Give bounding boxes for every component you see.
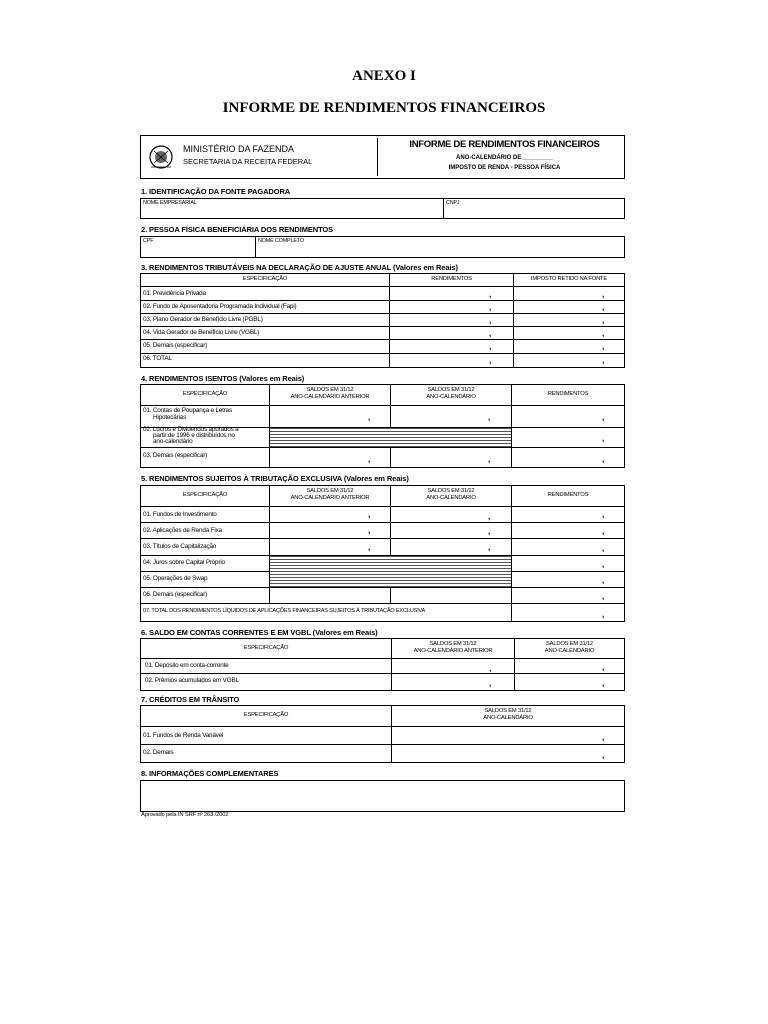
- comma-placeholder: ,: [489, 303, 492, 312]
- comma-placeholder: ,: [602, 434, 605, 443]
- comma-placeholder: ,: [602, 576, 605, 585]
- cpf-label: CPF: [143, 238, 154, 244]
- table-row: 01. Contas de Poupança e Letras Hipotecárias: [143, 407, 233, 421]
- exclusive-taxation-table: [140, 485, 625, 622]
- table-row: 02. Prêmios acumulados em VGBL: [145, 677, 239, 684]
- rule-line: [141, 658, 624, 659]
- comma-placeholder: ,: [602, 413, 605, 422]
- comma-placeholder: ,: [368, 510, 371, 519]
- cur-balance-header: SALDOS EM 31/12 ANO-CALENDÁRIO: [426, 488, 476, 501]
- table-row: 05. Operações de Swap: [143, 575, 208, 582]
- comma-placeholder: ,: [602, 560, 605, 569]
- rule-line: [141, 744, 624, 745]
- spec-header: ESPECIFICAÇÃO: [243, 712, 289, 718]
- cur-balance-header: SALDOS EM 31/12 ANO-CALENDÁRIO: [426, 387, 476, 400]
- complementary-info-box[interactable]: [140, 780, 625, 812]
- company-name-label: NOME EMPRESARIAL: [143, 200, 197, 206]
- prev-balance-header: SALDOS EM 31/12 ANO-CALENDÁRIO ANTERIOR: [290, 488, 370, 501]
- rule-line: [141, 603, 624, 604]
- table-row: 03. Plano Gerador de Benefício Livre (PGBL): [143, 316, 263, 323]
- comma-placeholder: ,: [368, 455, 371, 464]
- form-header: [140, 135, 625, 179]
- prev-balance-header: SALDOS EM 31/12 ANO-CALENDÁRIO ANTERIOR: [290, 387, 370, 400]
- cnpj-label: CNPJ: [446, 200, 460, 206]
- comma-placeholder: ,: [602, 663, 605, 672]
- comma-placeholder: ,: [602, 610, 605, 619]
- comma-placeholder: ,: [489, 356, 492, 365]
- rule-line: [141, 300, 624, 301]
- section-5-title: 5. RENDIMENTOS SUJEITOS À TRIBUTAÇÃO EXCLUSIVA (Valores em Reais): [141, 474, 409, 483]
- section-6-title: 6. SALDO EM CONTAS CORRENTES E EM VGBL (Valores em Reais): [141, 628, 378, 637]
- rule-line: [141, 447, 624, 448]
- credits-in-transit-table: [140, 705, 625, 763]
- comma-placeholder: ,: [368, 543, 371, 552]
- comma-placeholder: ,: [602, 527, 605, 536]
- comma-placeholder: ,: [602, 679, 605, 688]
- rule-line: [141, 726, 624, 727]
- section-1-title: 1. IDENTIFICAÇÃO DA FONTE PAGADORA: [141, 187, 291, 196]
- rule-line: [141, 339, 624, 340]
- full-name-label: NOME COMPLETO: [258, 238, 304, 244]
- exempt-income-table: [140, 384, 625, 468]
- tax-line: IMPOSTO DE RENDA - PESSOA FÍSICA: [448, 165, 561, 171]
- beneficiary-identification: [140, 236, 625, 258]
- comma-placeholder: ,: [489, 329, 492, 338]
- comma-placeholder: ,: [602, 356, 605, 365]
- calendar-year-line: ANO-CALENDÁRIO DE _________: [455, 155, 554, 161]
- rule-line: [141, 587, 624, 588]
- rule-line: [141, 538, 624, 539]
- comma-placeholder: ,: [489, 290, 492, 299]
- rule-line: [443, 199, 444, 218]
- spec-header: ESPECIFICAÇÃO: [182, 391, 228, 397]
- spec-header: ESPECIFICAÇÃO: [242, 276, 288, 282]
- comma-placeholder: ,: [602, 733, 605, 742]
- rule-line: [141, 405, 624, 406]
- hatched-cell: [270, 556, 511, 587]
- coat-of-arms-icon: [148, 143, 174, 171]
- section-7-title: 7. CRÉDITOS EM TRÂNSITO: [141, 695, 240, 704]
- table-row: 01. Fundos de Renda Variável: [143, 732, 224, 739]
- comma-placeholder: ,: [602, 592, 605, 601]
- table-row: 03. Títulos de Capitalização: [143, 543, 217, 550]
- section-4-title: 4. RENDIMENTOS ISENTOS (Valores em Reais): [141, 374, 305, 383]
- comma-placeholder: ,: [489, 316, 492, 325]
- table-row: 01. Depósito em conta-corrente: [145, 662, 229, 669]
- table-row: 02. Aplicações de Renda Fixa: [143, 527, 222, 534]
- rule-line: [377, 138, 378, 176]
- payer-identification: [140, 198, 625, 219]
- comma-placeholder: ,: [488, 512, 491, 521]
- rule-line: [141, 522, 624, 523]
- spec-header: ESPECIFICAÇÃO: [182, 492, 228, 498]
- table-row: 02. Fundo de Aposentadoria Programada Individual (Fapi): [143, 303, 297, 310]
- prev-balance-header: SALDOS EM 31/12 ANO-CALENDÁRIO ANTERIOR: [413, 641, 493, 654]
- taxable-income-table: [140, 273, 625, 368]
- rule-line: [141, 326, 624, 327]
- spec-header: ESPECIFICAÇÃO: [243, 645, 289, 651]
- table-row: 05. Demais (especificar): [143, 342, 208, 349]
- secretariat-name: SECRETARIA DA RECEITA FEDERAL: [183, 157, 313, 166]
- table-row: 01. Previdência Privada: [143, 290, 206, 297]
- rule-line: [141, 286, 624, 287]
- table-row: 01. Fundos de Investimento: [143, 511, 217, 518]
- cur-balance-header: SALDOS EM 31/12 ANO-CALENDÁRIO: [483, 708, 533, 721]
- rule-line: [141, 313, 624, 314]
- comma-placeholder: ,: [489, 664, 492, 673]
- table-row: 02. Demais: [143, 749, 174, 756]
- table-row: 06. TOTAL: [143, 355, 172, 362]
- main-title: INFORME DE RENDIMENTOS FINANCEIROS: [222, 100, 546, 116]
- rule-line: [141, 353, 624, 354]
- rule-line: [141, 506, 624, 507]
- comma-placeholder: ,: [602, 455, 605, 464]
- comma-placeholder: ,: [489, 679, 492, 688]
- withheld-tax-header: IMPOSTO RETIDO NA FONTE: [530, 276, 608, 282]
- table-row: 02. Lucros e Dividendos apurados a partir de 1996 e distribuídos no ano-calendário: [143, 426, 239, 445]
- comma-placeholder: ,: [368, 413, 371, 422]
- table-row: 03. Demais (especificar): [143, 452, 208, 459]
- comma-placeholder: ,: [368, 526, 371, 535]
- account-balance-table: [140, 638, 625, 691]
- comma-placeholder: ,: [602, 303, 605, 312]
- table-row: 06. Demais (especificar): [143, 591, 208, 598]
- comma-placeholder: ,: [488, 413, 491, 422]
- comma-placeholder: ,: [602, 342, 605, 351]
- section-2-title: 2. PESSOA FÍSICA BENEFICIÁRIA DOS RENDIMENTOS: [141, 225, 334, 234]
- comma-placeholder: ,: [602, 329, 605, 338]
- income-header: RENDIMENTOS: [431, 276, 472, 282]
- comma-placeholder: ,: [602, 510, 605, 519]
- ministry-name: MINISTÉRIO DA FAZENDA: [183, 144, 295, 154]
- comma-placeholder: ,: [602, 751, 605, 760]
- hatched-cell: [270, 428, 511, 447]
- table-row: 04. Juros sobre Capital Próprio: [143, 559, 225, 566]
- section-8-title: 8. INFORMAÇÕES COMPLEMENTARES: [141, 769, 279, 778]
- comma-placeholder: ,: [488, 455, 491, 464]
- total-row: 07. TOTAL DOS RENDIMENTOS LÍQUIDOS DE APLICAÇÕES FINANCEIRAS SUJEITOS À TRIBUTAÇÃO EXCLUSIVA: [143, 608, 426, 614]
- comma-placeholder: ,: [602, 290, 605, 299]
- form-title: INFORME DE RENDIMENTOS FINANCEIROS: [409, 139, 600, 150]
- section-3-title: 3. RENDIMENTOS TRIBUTÁVEIS NA DECLARAÇÃO DE AJUSTE ANUAL (Valores em Reais): [141, 263, 458, 272]
- income-header: RENDIMENTOS: [547, 391, 589, 397]
- rule-line: [141, 673, 624, 674]
- annex-title: ANEXO I: [352, 68, 416, 84]
- rule-line: [255, 237, 256, 257]
- comma-placeholder: ,: [488, 527, 491, 536]
- income-header: RENDIMENTOS: [547, 492, 589, 498]
- table-row: 04. Vida Gerador de Benefício Livre (VGBL): [143, 329, 260, 336]
- comma-placeholder: ,: [602, 316, 605, 325]
- cur-balance-header: SALDOS EM 31/12 ANO-CALENDÁRIO: [544, 641, 595, 654]
- comma-placeholder: ,: [602, 544, 605, 553]
- comma-placeholder: ,: [488, 543, 491, 552]
- comma-placeholder: ,: [489, 342, 492, 351]
- approval-note: Aprovado pela IN SRF nº 263 /2002: [141, 812, 229, 818]
